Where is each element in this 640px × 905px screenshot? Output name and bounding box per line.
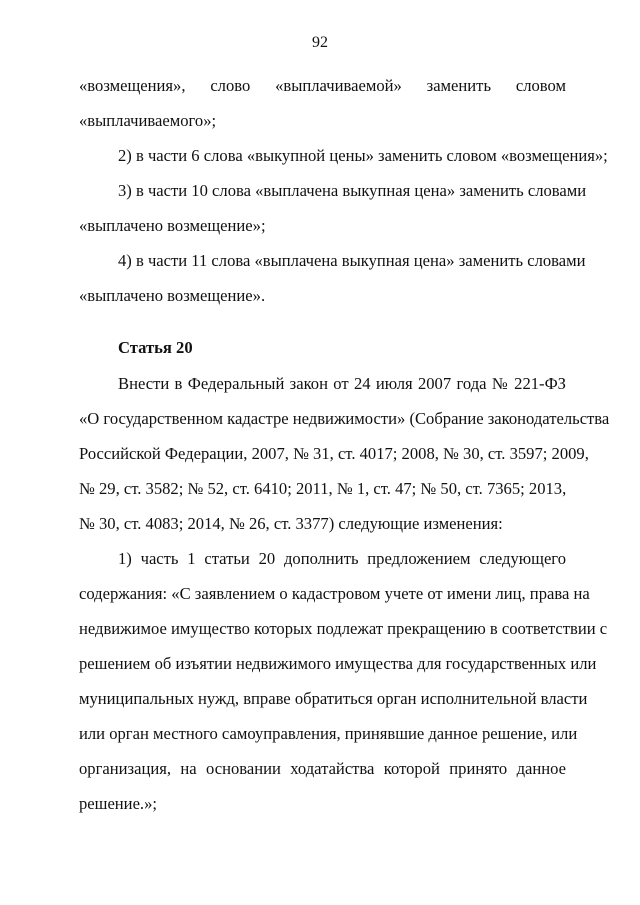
text-line: 1) часть 1 статьи 20 дополнить предложением следующего (118, 549, 566, 568)
text-line: «возмещения», слово «выплачиваемой» заменить словом (79, 76, 566, 95)
text-line: «О государственном кадастре недвижимости» (Собрание законодательства (79, 409, 610, 428)
text-line: содержания: «С заявлением о кадастровом учете от имени лиц, права на (79, 584, 590, 603)
text-line: 2) в части 6 слова «выкупной цены» заменить словом «возмещения»; (118, 146, 608, 165)
page-number: 92 (312, 34, 328, 51)
text-line: организация, на основании ходатайства которой принято данное (79, 759, 566, 778)
text-line: или орган местного самоуправления, принявшие данное решение, или (79, 724, 578, 743)
text-line: № 29, ст. 3582; № 52, ст. 6410; 2011, № 1, ст. 47; № 50, ст. 7365; 2013, (79, 479, 567, 498)
text-line: 3) в части 10 слова «выплачена выкупная цена» заменить словами (118, 181, 587, 200)
text-line: Внести в Федеральный закон от 24 июля 2007 года № 221-ФЗ (118, 374, 566, 393)
text-line: «выплачено возмещение»; (79, 216, 266, 235)
text-line: Российской Федерации, 2007, № 31, ст. 4017; 2008, № 30, ст. 3597; 2009, (79, 444, 589, 463)
text-line: решение.»; (79, 794, 157, 813)
text-line: недвижимое имущество которых подлежат прекращению в соответствии с (79, 619, 608, 638)
text-line: «выплачено возмещение». (79, 286, 266, 305)
text-line: № 30, ст. 4083; 2014, № 26, ст. 3377) следующие изменения: (79, 514, 503, 533)
text-line: «выплачиваемого»; (79, 111, 217, 130)
text-line: решением об изъятии недвижимого имущества для государственных или (79, 654, 597, 673)
text-line: 4) в части 11 слова «выплачена выкупная цена» заменить словами (118, 251, 586, 270)
article-heading: Статья 20 (118, 338, 193, 357)
text-line: муниципальных нужд, вправе обратиться орган исполнительной власти (79, 689, 588, 708)
